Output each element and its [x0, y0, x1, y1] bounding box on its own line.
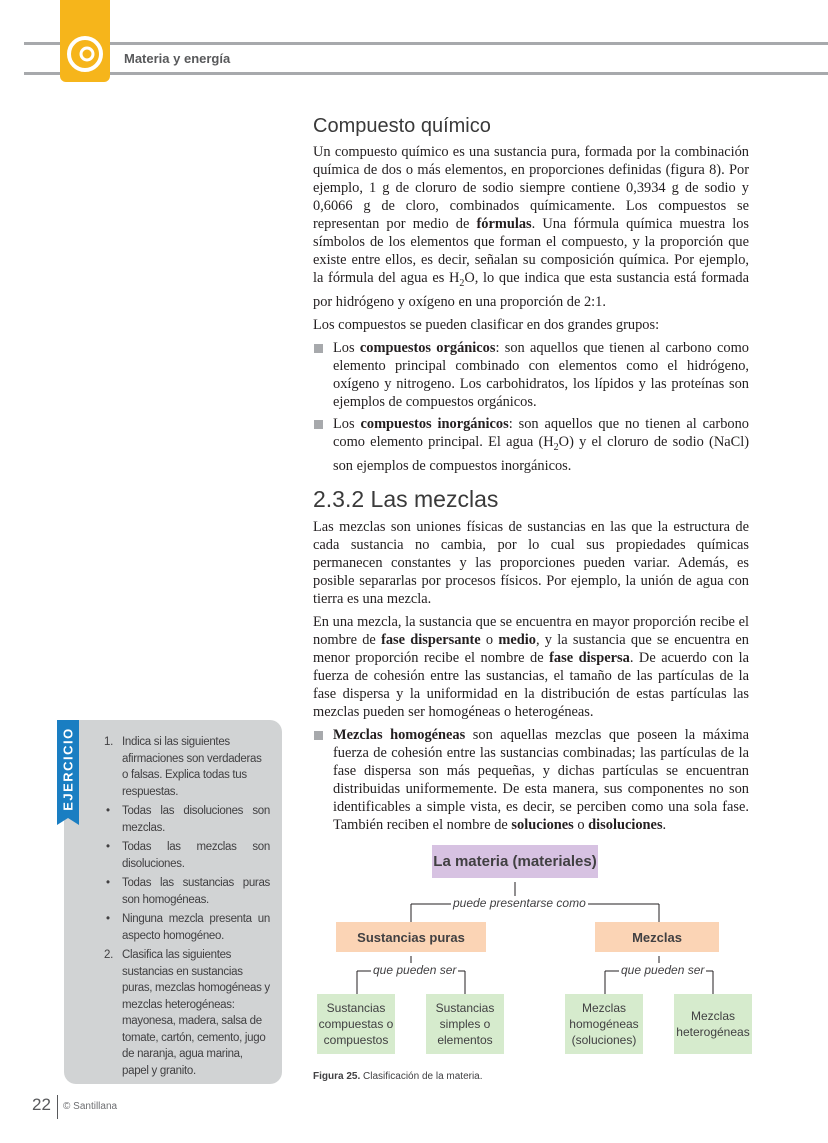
- header-rule-top: [24, 42, 828, 45]
- diagram-leaf-compuestos: Sustancias compuestas o compuestos: [317, 994, 395, 1054]
- diagram-root-box: La materia (materiales): [432, 845, 598, 878]
- exercise-body: [104, 734, 270, 1081]
- section-heading-mezclas: 2.3.2 Las mezclas: [313, 485, 499, 512]
- diagram-leaf-homogeneas: Mezclas homogéneas (soluciones): [565, 994, 643, 1054]
- exercise-question-1: 1. Indica si las siguientes afirmaciones son verdaderas o falsas. Explica todas tus respuestas.: [104, 736, 262, 798]
- mezclas-paragraph-1: Las mezclas son uniones físicas de sustancias en las que la estructura de cada sustancia no cambia, por lo cual sus propiedades químicas permanecen constantes y las proporciones pueden variar. Además, es posible separarlas por procesos físicos. Por ejemplo, la unión de agua con tierra es una mezcla.: [313, 518, 749, 607]
- diagram-connector-label: que pueden ser: [621, 963, 705, 977]
- footer-divider: [57, 1095, 58, 1119]
- list-item-organicos: Los compuestos orgánicos: son aquellos que tienen al carbono como elemento principal combinado con elementos como el hidrógeno, oxígeno y nitrogeno. Los carbohidratos, los lípidos y las proteínas son ejemplos de compuestos orgánicos.: [313, 339, 749, 411]
- mezclas-paragraph-2: En una mezcla, la sustancia que se encuentra en mayor proporción recibe el nombre de fase dispersante o medio, y la sustancia que se encuentra en menor proporción recibe el nombre de fase dispersa. De acuerdo con la fuerza de cohesión entre las sustancias, el tamaño de las partículas de la fase dispersa y la uniformidad en la distribución de estas partículas las mezclas pueden ser homogéneas o heterogéneas.: [313, 613, 749, 720]
- header-rule-bottom: [24, 72, 828, 75]
- exercise-bullet: • Todas las sustancias puras son homogéneas.: [104, 875, 270, 908]
- compuesto-paragraph-1: Un compuesto químico es una sustancia pura, formada por la combinación química de dos o más elementos, en proporciones definidas (figura 8). Por ejemplo, 1 g de cloruro de sodio siempre contiene 0,3934 g de sodio y 0,6066 g de cloro, combinados químicamente. Los compuestos se representan por medio de fórmulas. Una fórmula química muestra los símbolos de los elementos que forman el compuesto, y la proporción que existe entre ellos, es decir, señalan su composición química. Por ejemplo, la fórmula del agua es $H_2O$, lo que indica que esta sustancia está formada por hidrógeno y oxígeno en una proporción de 2:1.: [313, 144, 749, 310]
- copyright: © Santillana: [63, 1101, 118, 1112]
- chapter-tab: [60, 0, 110, 82]
- section-title: Materia y energía: [124, 51, 231, 66]
- compuestos-list: [313, 339, 749, 475]
- mezclas-list: [313, 726, 749, 834]
- diagram-box-sustancias-puras: Sustancias puras: [336, 922, 486, 952]
- list-item-homogeneas: Mezclas homogéneas son aquellas mezclas que poseen la máxima fuerza de cohesión entre las sustancias combinadas; las partículas de la fase dispersa son más pequeñas, y dichas partículas se encuentran distribuidas uniformemente. De esta manera, sus componentes no son identificables a simple vista, es decir, se perciben como una sola fase. También reciben el nombre de soluciones o disoluciones.: [313, 726, 749, 834]
- diagram-leaf-heterogeneas: Mezclas heterogéneas: [674, 994, 752, 1054]
- diagram-connector-label: puede presentarse como: [453, 896, 586, 910]
- page-number: 22: [32, 1095, 51, 1114]
- compuesto-paragraph-2: Los compuestos se pueden clasificar en dos grandes grupos:: [313, 316, 660, 333]
- diagram-leaf-elementos: Sustancias simples o elementos: [426, 994, 504, 1054]
- exercise-bullet: • Todas las disoluciones son mezclas.: [104, 803, 270, 836]
- subsection-title: Compuesto químico: [313, 115, 491, 137]
- exercise-label: EJERCICIO: [60, 727, 76, 811]
- exercise-question-2: 2. Clasifica las siguientes sustancias en sustancias puras, mezclas homogéneas y mezclas heterogéneas: mayonesa, madera, salsa de tomate, cartón, cemento, jugo de naranja, agua marina, papel y granito.: [104, 949, 270, 1077]
- exercise-bullet: • Ninguna mezcla presenta un aspecto homogéneo.: [104, 911, 270, 944]
- list-item-inorganicos: Los compuestos inorgánicos: son aquellos que no tienen al carbono como elemento principal. El agua $(H_2O)$ y el cloruro de sodio (NaCl) son ejemplos de compuestos inorgánicos.: [313, 415, 749, 475]
- main-column: [313, 110, 749, 839]
- exercise-bullet: • Todas las mezclas son disoluciones.: [104, 839, 270, 872]
- diagram-connector-label: que pueden ser: [373, 963, 457, 977]
- spiral-logo-icon: [65, 34, 105, 74]
- classification-diagram: [313, 845, 753, 1060]
- figure-caption: Figura 25. Clasificación de la materia.: [313, 1071, 483, 1082]
- diagram-box-mezclas: Mezclas: [595, 922, 719, 952]
